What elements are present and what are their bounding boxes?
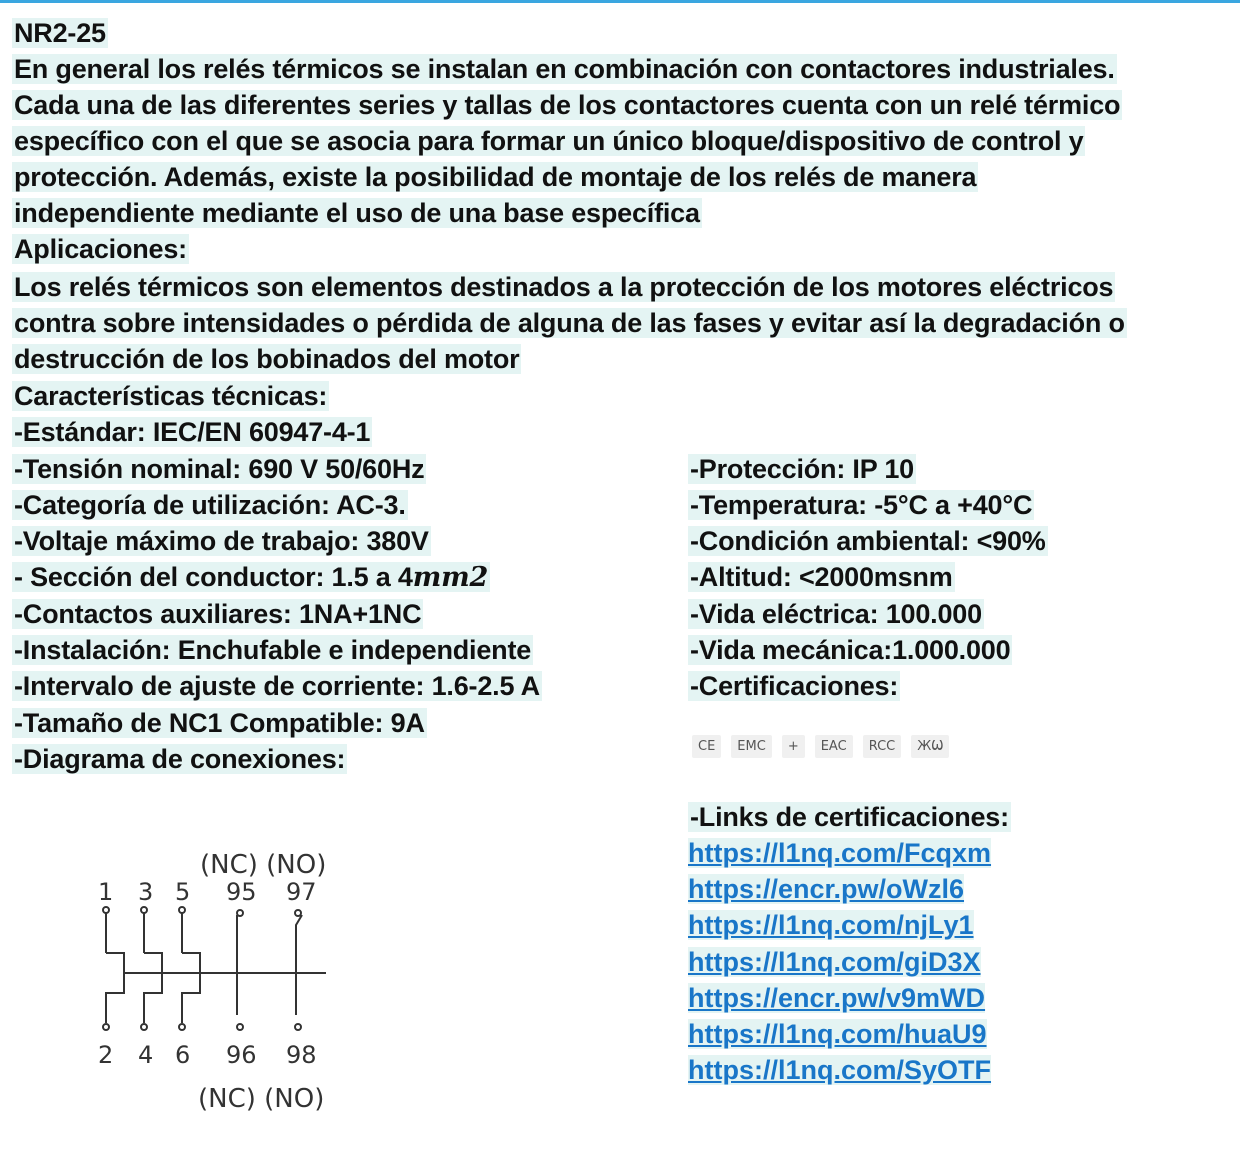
spec-left: -Intervalo de ajuste de corriente: 1.6-2.5 A	[14, 671, 540, 701]
spec-left: -Instalación: Enchufable e independiente	[14, 635, 532, 665]
product-title: NR2-25	[14, 18, 106, 48]
conductor-unit: mm2	[412, 562, 489, 593]
cert-link[interactable]: https://l1nq.com/njLy1	[688, 910, 974, 940]
rcc-mark-icon: RCC	[863, 735, 902, 758]
terminal-label: 97	[286, 878, 317, 906]
diagram-top-label: (NC) (NO)	[200, 850, 327, 880]
terminal-label: 4	[138, 1041, 154, 1069]
applications-heading: Aplicaciones:	[14, 234, 187, 264]
spec-left: - Sección del conductor: 1.5 a 4mm2	[14, 562, 489, 593]
diagram-bottom-label: (NC) (NO)	[198, 1084, 325, 1114]
terminal-label: 96	[226, 1041, 257, 1069]
cross-mark-icon: +	[782, 735, 805, 758]
cert-link[interactable]: https://l1nq.com/SyOTF	[688, 1055, 992, 1085]
diagram-wiring	[103, 907, 326, 1030]
misc-cert-mark-icon: ЖѠ	[911, 735, 949, 758]
spec-right: -Protección: IP 10	[690, 454, 914, 484]
intro-line: específico con el que se asocia para formar un único bloque/dispositivo de control y	[14, 126, 1084, 156]
links-heading: -Links de certificaciones:	[690, 802, 1009, 832]
applications-line: contra sobre intensidades o pérdida de alguna de las fases y evitar así la degradación o	[14, 308, 1125, 338]
eac-mark-icon: EAC	[815, 735, 853, 758]
spec-right: -Certificaciones:	[690, 671, 899, 701]
cert-link[interactable]: https://encr.pw/v9mWD	[688, 983, 986, 1013]
spec-left: -Tensión nominal: 690 V 50/60Hz	[14, 454, 425, 484]
cert-link[interactable]: https://l1nq.com/Fcqxm	[688, 838, 992, 868]
spec-right: -Vida mecánica:1.000.000	[690, 635, 1011, 665]
intro-line: independiente mediante el uso de una base específica	[14, 198, 700, 228]
intro-line: protección. Además, existe la posibilidad de montaje de los relés de manera	[14, 162, 977, 192]
cert-link[interactable]: https://l1nq.com/giD3X	[688, 947, 981, 977]
spec-left: -Contactos auxiliares: 1NA+1NC	[14, 599, 422, 629]
terminal-label: 95	[226, 878, 257, 906]
terminal-label: 5	[175, 878, 191, 906]
spec-standard: -Estándar: IEC/EN 60947-4-1	[14, 417, 371, 447]
top-rule	[0, 0, 1240, 3]
cert-link[interactable]: https://l1nq.com/huaU9	[688, 1019, 987, 1049]
spec-right: -Condición ambiental: <90%	[690, 526, 1046, 556]
cert-link[interactable]: https://encr.pw/oWzl6	[688, 874, 965, 904]
spec-left: -Tamaño de NC1 Compatible: 9A	[14, 708, 425, 738]
intro-line: Cada una de las diferentes series y tallas de los contactores cuenta con un relé térmico	[14, 90, 1121, 120]
spec-left: -Voltaje máximo de trabajo: 380V	[14, 526, 429, 556]
intro-line: En general los relés térmicos se instalan en combinación con contactores industriales.	[14, 54, 1115, 84]
ce-mark-icon: CE	[692, 735, 721, 758]
specs-heading: Características técnicas:	[14, 381, 328, 411]
terminal-label: 3	[138, 878, 154, 906]
terminal-label: 6	[175, 1041, 191, 1069]
spec-right: -Vida eléctrica: 100.000	[690, 599, 982, 629]
certification-logos	[692, 728, 998, 764]
connection-diagram	[90, 845, 370, 1125]
applications-line: Los relés térmicos son elementos destinados a la protección de los motores eléctricos	[14, 272, 1114, 302]
terminal-label: 2	[98, 1041, 114, 1069]
emc-mark-icon: EMC	[731, 735, 772, 758]
spec-left: -Categoría de utilización: AC-3.	[14, 490, 406, 520]
spec-left: -Diagrama de conexiones:	[14, 744, 346, 774]
applications-line: destrucción de los bobinados del motor	[14, 344, 520, 374]
spec-right: -Altitud: <2000msnm	[690, 562, 953, 592]
terminal-label: 1	[98, 878, 114, 906]
terminal-label: 98	[286, 1041, 317, 1069]
spec-right: -Temperatura: -5°C a +40°C	[690, 490, 1033, 520]
